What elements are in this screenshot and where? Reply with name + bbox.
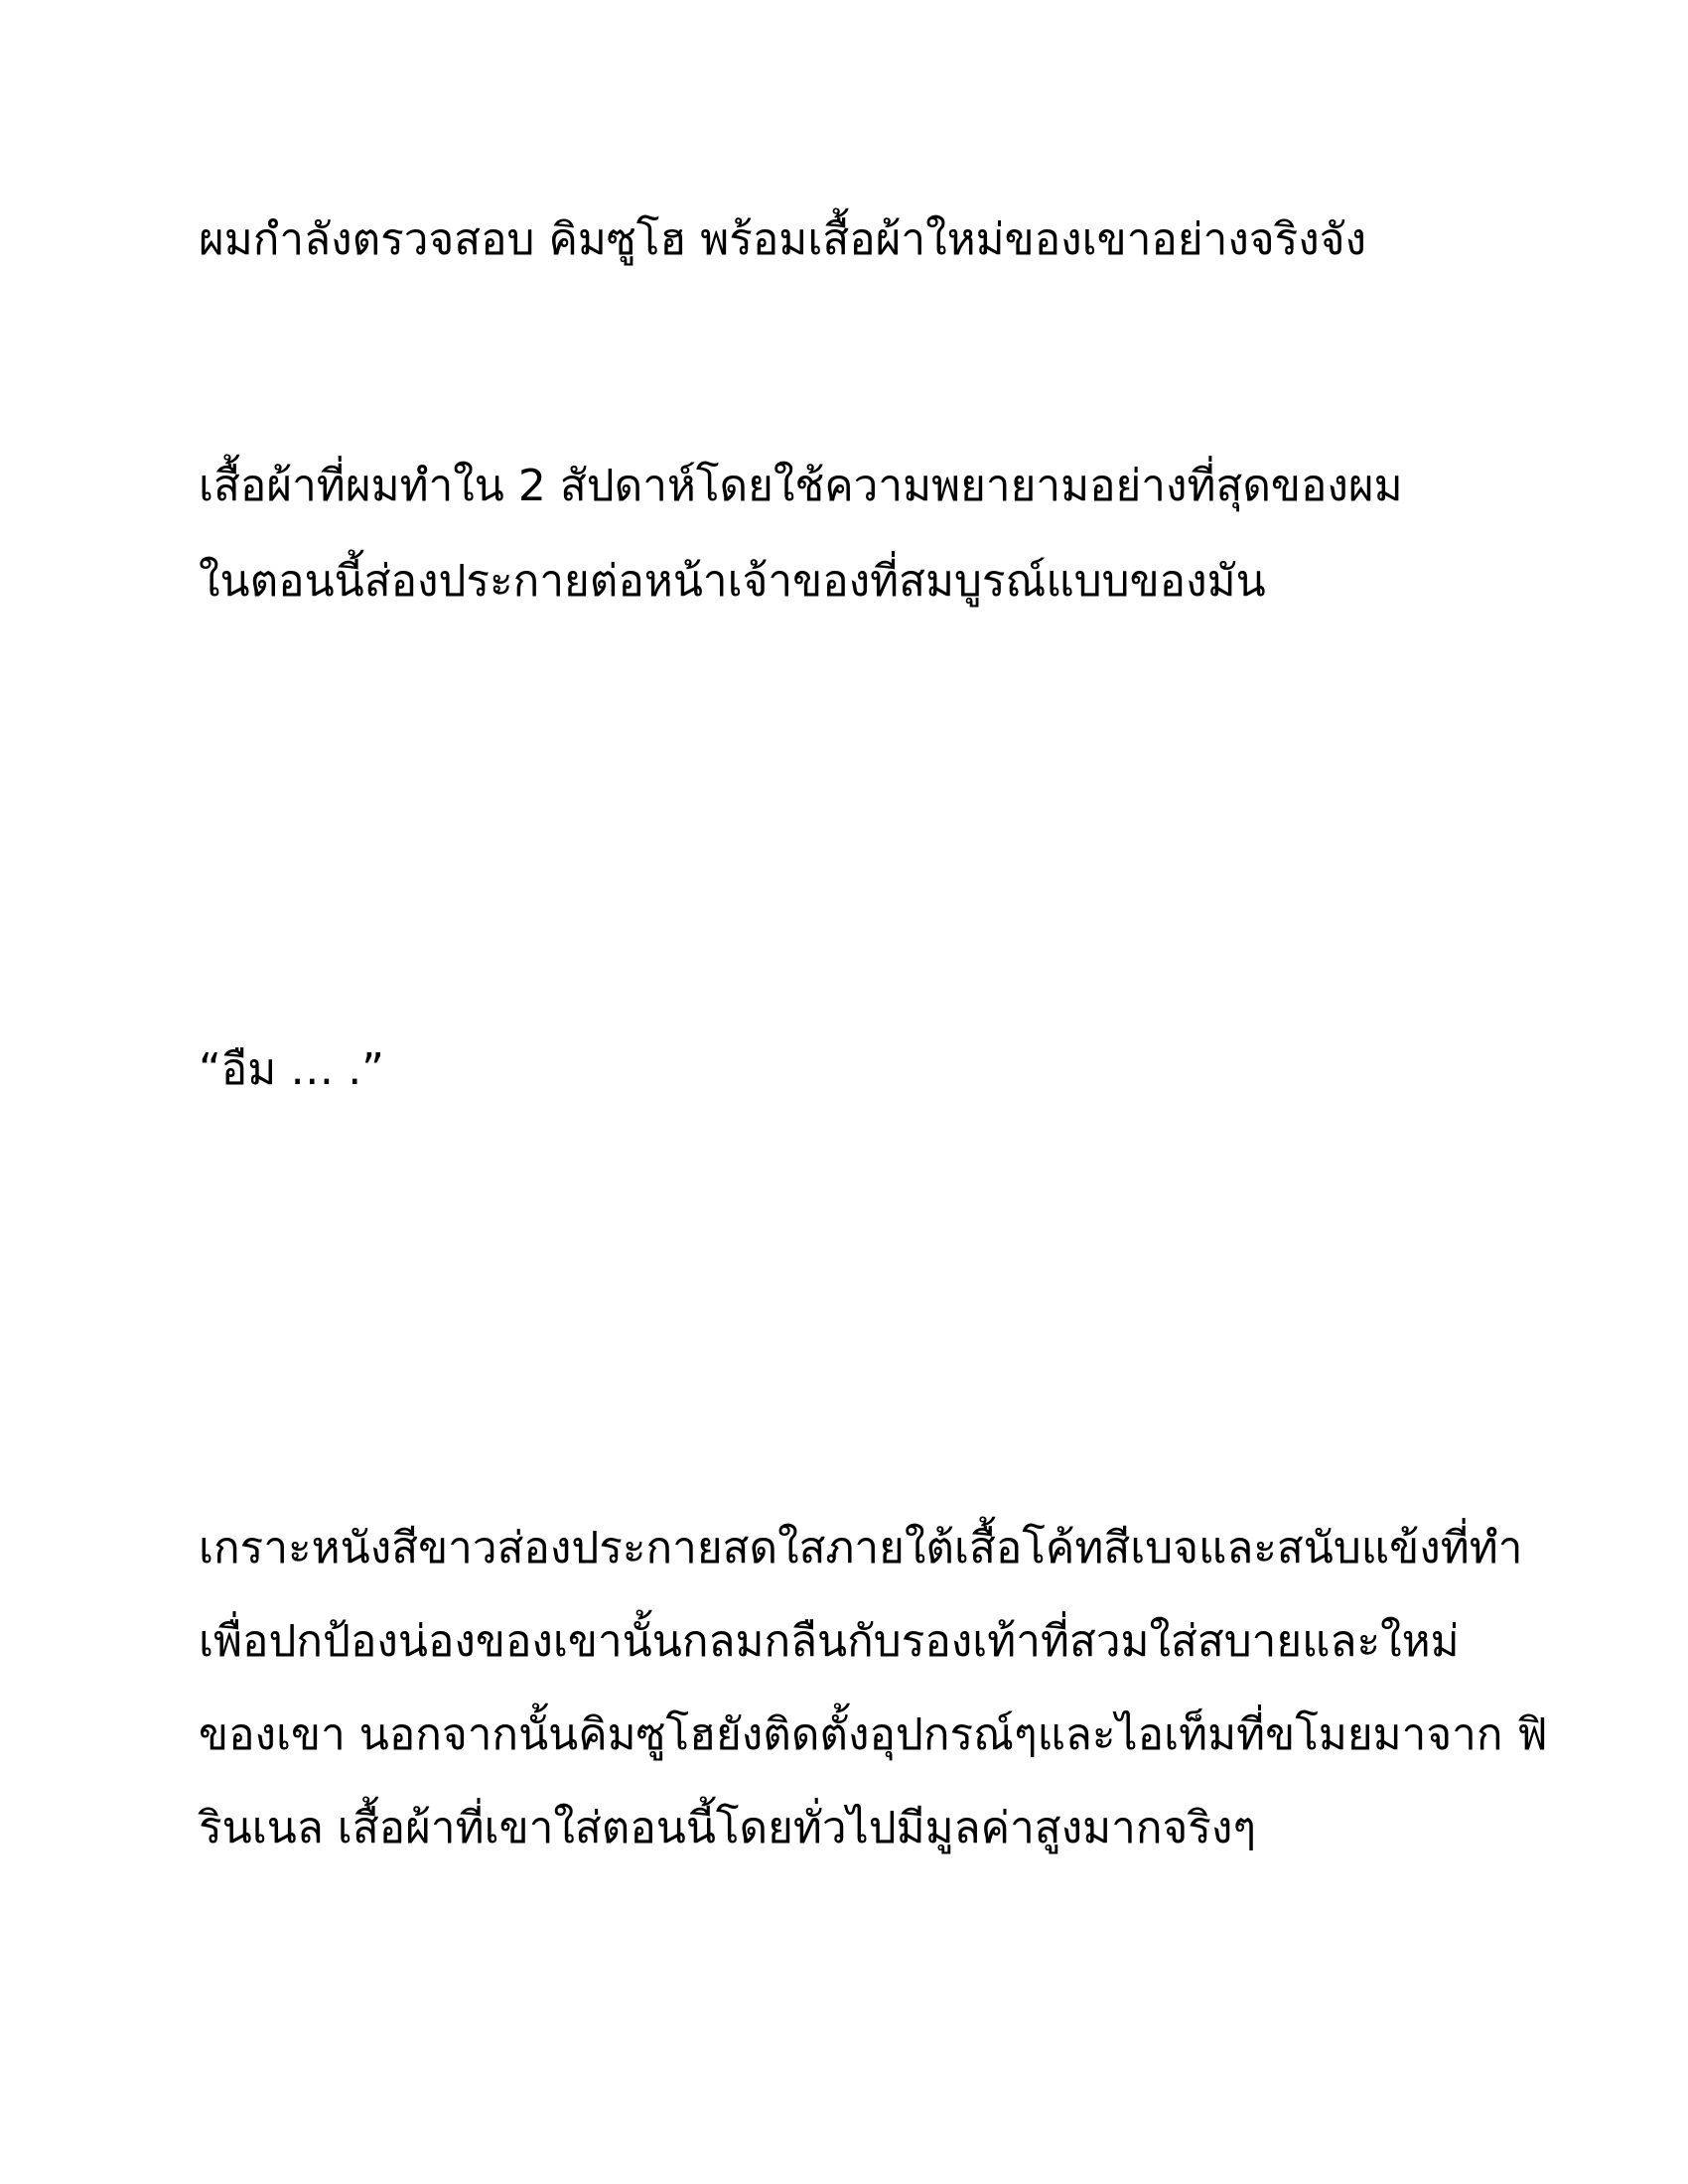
paragraph-2-line-2: ในตอนนี้ส่องประกายต่อหน้าเจ้าของที่สมบูรณ์แบบของมัน bbox=[199, 556, 1266, 607]
paragraph-4-line-1: เกราะหนังสีขาวส่องประกายสดใสภายใต้เสื้อโค้ทสีเบจและสนับแข้งที่ทำ bbox=[199, 1523, 1523, 1573]
paragraph-4-line-3: ของเขา นอกจากนั้นคิมซูโฮยังติดตั้งอุปกรณ์ๆและไอเท็มที่ขโมยมาจาก ฟิ bbox=[199, 1709, 1548, 1760]
paragraph-4-line-2: เพื่อปกป้องน่องของเขานั้นกลมกลืนกับรองเท้าที่สวมใส่สบายและใหม่ bbox=[199, 1616, 1460, 1667]
paragraph-1-line-1: ผมกำลังตรวจสอบ คิมซูโฮ พร้อมเสื้อผ้าใหม่ของเขาอย่างจริงจัง bbox=[199, 214, 1366, 265]
paragraph-2-line-1: เสื้อผ้าที่ผมทำใน 2 สัปดาห์โดยใช้ความพยายามอย่างที่สุดของผม bbox=[199, 461, 1403, 511]
paragraph-4-line-4: รินเนล เสื้อผ้าที่เขาใส่ตอนนี้โดยทั่วไปมีมูลค่าสูงมากจริงๆ bbox=[199, 1803, 1257, 1853]
paragraph-3-line-1: “อืม … .” bbox=[199, 1044, 384, 1095]
